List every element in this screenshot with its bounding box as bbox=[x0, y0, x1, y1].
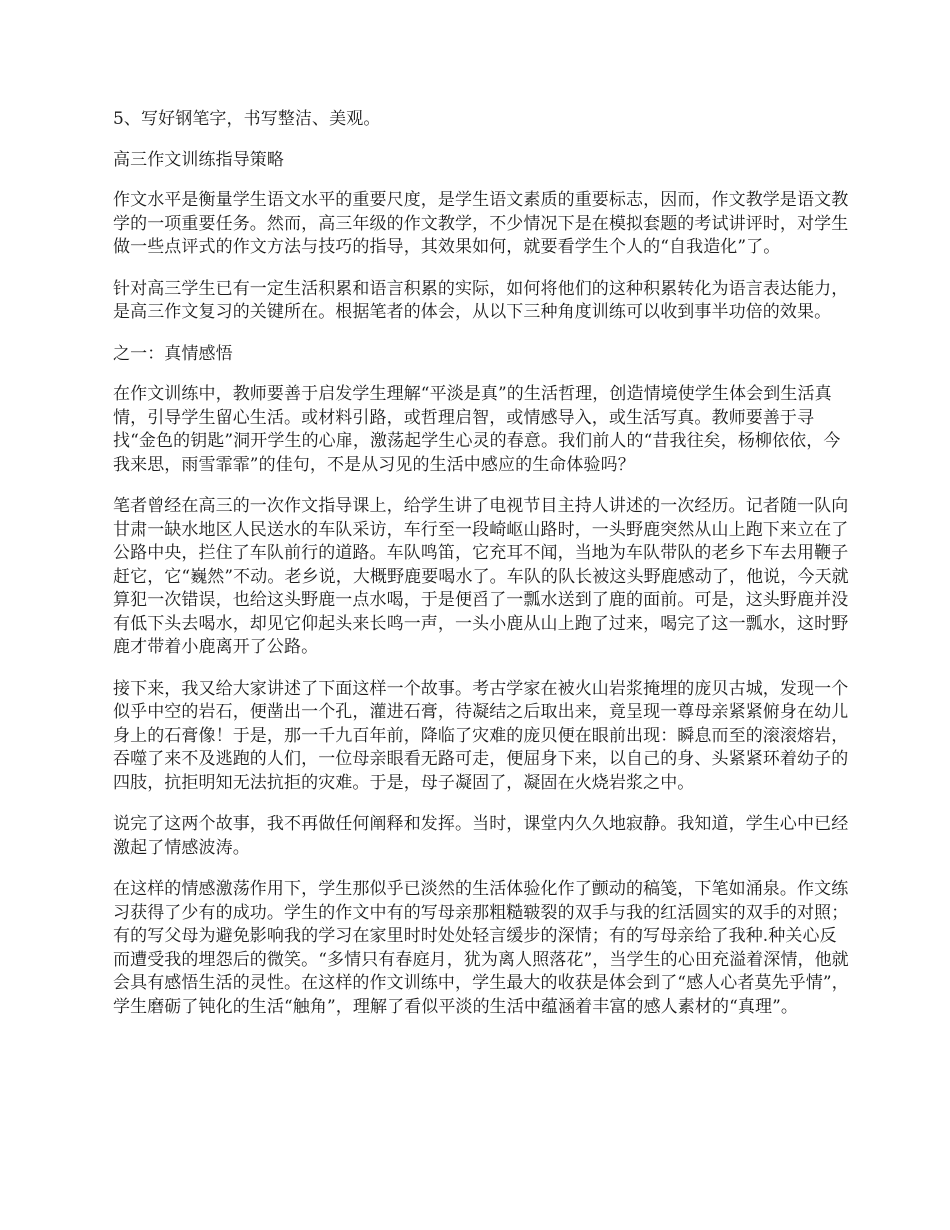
paragraph-pompeii-story: 接下来，我又给大家讲述了下面这样一个故事。考古学家在被火山岩浆掩埋的庞贝古城，发现一个似乎中空的岩石，便凿出一个孔，灌进石膏，待凝结之后取出来，竟呈现一尊母亲紧紧俯身在幼儿身上的石膏像！于是，那一千九百年前，降临了灾难的庞贝便在眼前出现：瞬息而至的滚滚熔岩，吞噬了来不及逃跑的人们，一位母亲眼看无路可走，便屈身下来，以自己的身、头紧紧环着幼子的四肢，抗拒明知无法抗拒的灾难。于是，母子凝固了，凝固在火烧岩浆之中。 bbox=[113, 678, 849, 793]
paragraph-silence: 说完了这两个故事，我不再做任何阐释和发挥。当时，课堂内久久地寂静。我知道，学生心中已经激起了情感波涛。 bbox=[113, 814, 849, 858]
paragraph-guidance: 在作文训练中，教师要善于启发学生理解“平淡是真”的生活哲理，创造情境使学生体会到生活真情，引导学生留心生活。或材料引路，或哲理启智，或情感导入，或生活写真。教师要善于寻找“金色的钥匙”洞开学生的心扉，激荡起学生心灵的春意。我们前人的“昔我往矣，杨柳依依，今我来思，雨雪霏霏”的佳句，不是从习见的生活中感应的生命体验吗？ bbox=[113, 384, 841, 475]
document-page bbox=[113, 108, 851, 1037]
paragraph-outcome: 在这样的情感激荡作用下，学生那似乎已淡然的生活体验化作了颤动的稿笺，下笔如涌泉。作文练习获得了少有的成功。学生的作文中有的写母亲那粗糙皲裂的双手与我的红活圆实的双手的对照；有的写父母为避免影响我的学习在家里时时处处轻言缓步的深情；有的写母亲给了我种.种关心反而遭受我的埋怨后的微笑。“多情只有春庭月，犹为离人照落花”，当学生的心田充溢着深情，他就会具有感悟生活的灵性。在这样的作文训练中，学生最大的收获是体会到了“感人心者莫先乎情”，学生磨砺了钝化的生活“触角”，理解了看似平淡的生活中蕴涵着丰富的感人素材的“真理”。 bbox=[113, 879, 849, 1017]
subheading-true-feelings: 之一：真情感悟 bbox=[113, 343, 233, 364]
section-heading-strategy: 高三作文训练指导策略 bbox=[113, 149, 284, 170]
list-item-penmanship: 5、写好钢笔字，书写整洁、美观。 bbox=[113, 109, 381, 129]
paragraph-approach: 针对高三学生已有一定生活积累和语言积累的实际，如何将他们的这种积累转化为语言表达能力，是高三作文复习的关键所在。根据笔者的体会，从以下三种角度训练可以收到事半功倍的效果。 bbox=[113, 278, 849, 322]
paragraph-intro: 作文水平是衡量学生语文水平的重要尺度，是学生语文素质的重要标志，因而，作文教学是语文教学的一项重要任务。然而，高三年级的作文教学，不少情况下是在模拟套题的考试讲评时，对学生做一些点评式的作文方法与技巧的指导，其效果如何，就要看学生个人的“自我造化”了。 bbox=[113, 190, 849, 257]
paragraph-deer-story: 笔者曾经在高三的一次作文指导课上，给学生讲了电视节目主持人讲述的一次经历。记者随一队向甘肃一缺水地区人民送水的车队采访，车行至一段崎岖山路时，一头野鹿突然从山上跑下来立在了公路中央，拦住了车队前行的道路。车队鸣笛，它充耳不闻，当地为车队带队的老乡下车去用鞭子赶它，它“巍然”不动。老乡说，大概野鹿要喝水了。车队的队长被这头野鹿感动了，他说，今天就算犯一次错误，也给这头野鹿一点水喝，于是便舀了一瓢水送到了鹿的面前。可是，这头野鹿并没有低下头去喝水，却见它仰起头来长鸣一声，一头小鹿从山上跑了过来，喝完了这一瓢水，这时野鹿才带着小鹿离开了公路。 bbox=[113, 496, 849, 657]
